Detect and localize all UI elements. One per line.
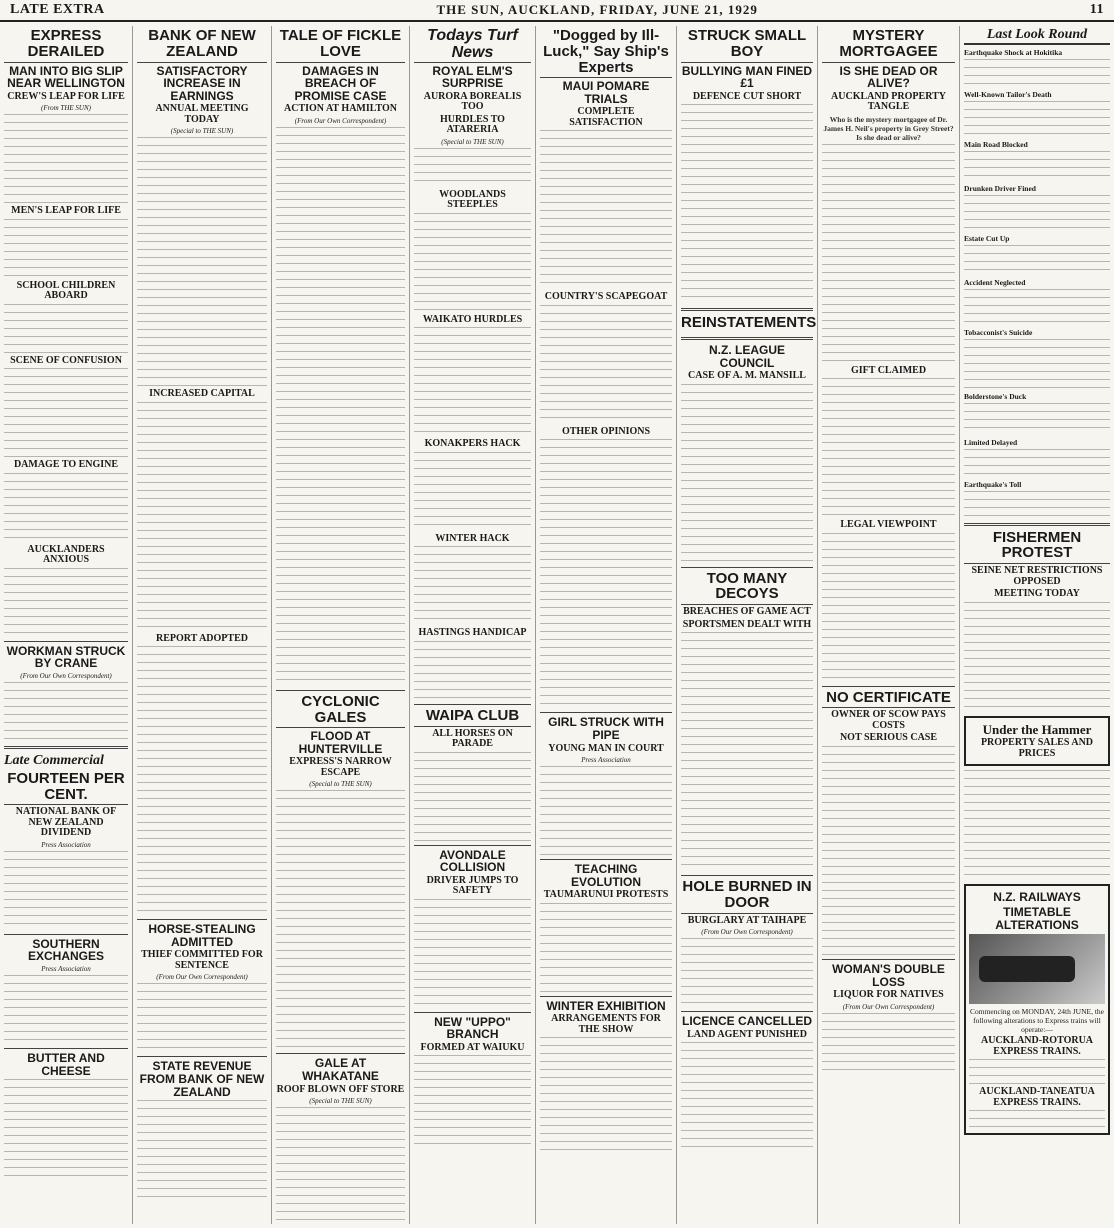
headline-struck-small-boy: STRUCK SMALL BOY [681, 28, 813, 63]
divider [4, 1048, 128, 1049]
divider [4, 746, 128, 749]
headline-state-revenue: STATE REVENUE FROM BANK OF NEW ZEALAND [139, 1059, 265, 1099]
byline: (From THE SUN) [41, 104, 91, 113]
article-body [4, 851, 128, 931]
under-the-hammer-box [964, 716, 1110, 767]
masthead [0, 0, 1114, 22]
subhead: ROYAL ELM'S SURPRISE [432, 63, 513, 91]
headline-fourteen-per-cent: FOURTEEN PER CENT. [4, 771, 128, 806]
byline: Press Association [41, 965, 91, 974]
subhead: NOT SERIOUS CASE [839, 732, 938, 744]
railways-title: N.Z. RAILWAYS [993, 890, 1081, 905]
subhead: NATIONAL BANK OF NEW ZEALAND DIVIDEND [15, 806, 117, 839]
byline: (From Our Own Correspondent) [701, 928, 793, 937]
news-item-title: Accident Neglected [964, 277, 1026, 287]
article-body [414, 452, 531, 532]
headline-bank-nz: BANK OF NEW ZEALAND [137, 28, 267, 63]
article-body [137, 1100, 267, 1200]
subhead: SPORTSMEN DEALT WITH [682, 618, 812, 630]
subhead: DRIVER JUMPS TO SAFETY [426, 874, 519, 897]
divider [540, 996, 672, 997]
headline-too-many-decoys: TOO MANY DECOYS [681, 571, 813, 606]
box-subtitle: PROPERTY SALES AND PRICES [980, 737, 1094, 759]
headline-turf-news: Todays Turf News [414, 28, 531, 63]
headline-womans-double-loss: WOMAN'S DOUBLE LOSS [832, 961, 945, 989]
article-body [822, 378, 955, 518]
subhead: SCHOOL CHILDREN ABOARD [16, 279, 116, 302]
article-body [964, 151, 1110, 181]
divider [681, 1011, 813, 1012]
subhead: EXPRESS'S NARROW ESCAPE [289, 756, 392, 778]
subhead: OTHER OPINIONS [561, 425, 651, 437]
news-item-title: Well-Known Tailor's Death [964, 89, 1052, 99]
divider [276, 1053, 405, 1054]
headline-butter-cheese: BUTTER AND CHEESE [27, 1051, 105, 1078]
subhead: N.Z. LEAGUE COUNCIL [708, 342, 785, 370]
byline: (Special to THE SUN) [170, 127, 234, 136]
subhead: BREACHES OF GAME ACT [683, 606, 811, 618]
subhead: SEINE NET RESTRICTIONS OPPOSED [971, 565, 1103, 587]
subhead: WAIKATO HURDLES [422, 313, 523, 325]
divider [540, 859, 672, 860]
divider [414, 704, 531, 705]
subhead: WINTER HACK [435, 532, 510, 544]
article-body [276, 1107, 405, 1224]
headline-waipa-club: WAIPA CLUB [414, 708, 531, 727]
headline-express-derailed: EXPRESS DERAILED [4, 28, 128, 63]
article-body [540, 439, 672, 709]
divider [414, 845, 531, 846]
article-body [681, 384, 813, 564]
article-body [137, 646, 267, 916]
divider [276, 690, 405, 691]
subhead: DAMAGE TO ENGINE [13, 459, 119, 471]
subhead: DAMAGES IN BREACH OF PROMISE CASE [294, 63, 387, 103]
railways-heading: AUCKLAND-TANEATUA EXPRESS TRAINS. [979, 1086, 1095, 1108]
subhead: TAUMARUNUI PROTESTS [543, 889, 669, 901]
article-body [4, 368, 128, 458]
subhead: MAN INTO BIG SLIP NEAR WELLINGTON [7, 63, 125, 91]
subhead: KONAKPERS HACK [424, 438, 521, 450]
subhead: COUNTRY'S SCAPEGOAT [544, 291, 668, 303]
divider [4, 934, 128, 935]
headline-uppo-branch: NEW "UPPO" BRANCH [434, 1014, 511, 1042]
subhead: GIFT CLAIMED [850, 364, 927, 376]
headline-girl-struck: GIRL STRUCK WITH PIPE [548, 715, 664, 743]
subhead: BULLYING MAN FINED £1 [681, 63, 813, 91]
headline-avondale-collision: AVONDALE COLLISION [439, 847, 506, 875]
byline: (Special to THE SUN) [441, 137, 504, 146]
subhead: SATISFACTORY INCREASE IN EARNINGS [156, 63, 248, 103]
article-body [540, 903, 672, 993]
article-body [964, 602, 1110, 712]
train-illustration [969, 934, 1105, 1004]
article-body [4, 304, 128, 354]
article-body [964, 449, 1110, 477]
divider [414, 1012, 531, 1013]
byline: (From Our Own Correspondent) [294, 116, 387, 125]
subhead: LIQUOR FOR NATIVES [833, 989, 944, 1001]
article-body [964, 195, 1110, 231]
subhead: BURGLARY AT TAIHAPE [687, 914, 807, 926]
byline: Press Association [581, 756, 631, 765]
article-body [540, 130, 672, 290]
subhead: DEFENCE CUT SHORT [692, 90, 802, 102]
article-body [964, 245, 1110, 275]
news-item-title: Bolderstone's Duck [964, 391, 1027, 401]
subhead: COMPLETE SATISFACTION [569, 106, 643, 128]
subhead: AUCKLANDERS ANXIOUS [27, 543, 105, 566]
headline-hole-burned: HOLE BURNED IN DOOR [681, 879, 813, 914]
article-body [414, 546, 531, 626]
subhead: WOODLANDS STEEPLES [439, 188, 506, 211]
column-1 [0, 26, 133, 1224]
divider [540, 712, 672, 713]
masthead-left: LATE EXTRA [10, 2, 105, 17]
railways-advert [964, 884, 1110, 1135]
subhead: FORMED AT WAIUKU [420, 1041, 525, 1053]
article-body [964, 289, 1110, 325]
article-body [822, 746, 955, 956]
article-body [4, 219, 128, 279]
subhead: OWNER OF SCOW PAYS COSTS [831, 709, 946, 731]
article-body [276, 127, 405, 687]
news-item-title: Drunken Driver Fined [964, 183, 1036, 193]
masthead-center: THE SUN, AUCKLAND, FRIDAY, JUNE 21, 1929 [436, 2, 758, 17]
article-body [964, 101, 1110, 137]
article-body [414, 213, 531, 313]
railways-note: Commencing on MONDAY, 24th JUNE, the following alterations to Express trains will operate:— [970, 1007, 1104, 1035]
subhead: IS SHE DEAD OR ALIVE? [839, 63, 938, 91]
subhead: YOUNG MAN IN COURT [548, 742, 664, 754]
headline-licence-cancelled: LICENCE CANCELLED [681, 1014, 812, 1029]
railways-subtitle: TIMETABLE ALTERATIONS [995, 904, 1079, 932]
column-6 [677, 26, 818, 1224]
headline-gale-whakatane: GALE AT WHAKATANE [302, 1056, 379, 1084]
subhead: REPORT ADOPTED [156, 632, 248, 644]
subhead: ANNUAL MEETING TODAY [155, 103, 249, 125]
divider [822, 959, 955, 960]
article-body [414, 148, 531, 188]
article-body [964, 491, 1110, 519]
news-item-title: Earthquake's Toll [964, 479, 1022, 489]
subhead: CREW'S LEAP FOR LIFE [7, 90, 125, 102]
article-body [137, 137, 267, 387]
subhead: CASE OF A. M. MANSILL [688, 370, 806, 382]
columns [0, 26, 1114, 1226]
byline: (From Our Own Correspondent) [20, 671, 112, 680]
article-body [414, 752, 531, 842]
subhead: MEN'S LEAP FOR LIFE [11, 205, 121, 217]
divider [137, 919, 267, 920]
subhead: INCREASED CAPITAL [149, 388, 255, 400]
article-body [4, 682, 128, 742]
article-body [276, 790, 405, 1050]
deck: Who is the mystery mortgagee of Dr. James H. Neil's property in Grey Street? Is she dead or alive? [823, 114, 954, 142]
page-number: 11 [1089, 2, 1104, 17]
news-item-title: Limited Delayed [964, 437, 1018, 447]
headline-mystery-mortgagee: MYSTERY MORTGAGEE [822, 28, 955, 63]
headline-workman: WORKMAN STRUCK BY CRANE [6, 643, 126, 671]
headline-reinstatements: REINSTATEMENTS [681, 314, 817, 332]
article-body [822, 533, 955, 683]
article-body [681, 1042, 813, 1152]
byline: (Special to THE SUN) [309, 1097, 372, 1106]
subhead: LEGAL VIEWPOINT [840, 519, 937, 531]
article-body [681, 938, 813, 1008]
article-body [681, 104, 813, 304]
headline-dogged-by-ill-luck: "Dogged by Ill-Luck," Say Ship's Experts [540, 28, 672, 78]
column-7 [818, 26, 960, 1224]
railways-heading: AUCKLAND-ROTORUA EXPRESS TRAINS. [980, 1035, 1094, 1057]
article-body [540, 766, 672, 856]
subhead: MEETING TODAY [994, 588, 1080, 600]
subhead: ACTION AT HAMILTON [284, 103, 397, 115]
article-body [540, 305, 672, 425]
article-body [540, 1037, 672, 1157]
article-body [4, 975, 128, 1045]
subhead: ALL HORSES ON PARADE [432, 727, 513, 750]
article-body [4, 568, 128, 638]
last-look-round-title: Last Look Round [964, 28, 1110, 45]
subhead: LAND AGENT PUNISHED [687, 1028, 807, 1040]
article-body [414, 641, 531, 701]
divider [681, 875, 813, 876]
headline-fishermen-protest: FISHERMEN PROTEST [964, 530, 1110, 565]
headline-teaching-evolution: TEACHING EVOLUTION [570, 862, 641, 889]
subhead: MAUI POMARE TRIALS [562, 79, 650, 106]
headline-no-certificate: NO CERTIFICATE [822, 690, 955, 709]
headline-southern-exchanges: SOUTHERN EXCHANGES [27, 936, 104, 964]
column-5 [536, 26, 677, 1224]
news-item-title: Earthquake Shock at Hokitika [964, 47, 1063, 57]
article-body [137, 402, 267, 632]
article-body [822, 1013, 955, 1073]
article-body [414, 327, 531, 437]
headline-cyclonic-gales: CYCLONIC GALES [276, 694, 405, 729]
column-3 [272, 26, 410, 1224]
article-body [414, 899, 531, 1009]
headline-fickle-love: TALE OF FICKLE LOVE [276, 28, 405, 63]
article-body [964, 59, 1110, 87]
headline-winter-exhibition: WINTER EXHIBITION [546, 998, 666, 1013]
subhead: HASTINGS HANDICAP [418, 627, 527, 639]
column-4 [410, 26, 536, 1224]
news-item-title: Estate Cut Up [964, 233, 1010, 243]
article-body [681, 632, 813, 872]
news-item-title: Tobacconist's Suicide [964, 327, 1033, 337]
divider [4, 641, 128, 642]
subhead: AURORA BOREALIS TOO [423, 90, 522, 113]
article-body [964, 403, 1110, 435]
timetable-body [969, 1110, 1105, 1128]
subhead: AUCKLAND PROPERTY TANGLE [831, 90, 946, 113]
divider [822, 686, 955, 687]
column-2 [133, 26, 272, 1224]
subhead: SCENE OF CONFUSION [10, 354, 122, 366]
column-8 [960, 26, 1114, 1224]
article-body [414, 1055, 531, 1145]
section-late-commercial: Late Commercial [4, 752, 104, 768]
article-body [4, 1079, 128, 1179]
article-body [4, 114, 128, 204]
headline-horse-stealing: HORSE-STEALING ADMITTED [148, 922, 256, 949]
subhead: ARRANGEMENTS FOR THE SHOW [551, 1013, 661, 1035]
divider [137, 1056, 267, 1057]
byline: (Special to THE SUN) [309, 780, 372, 789]
article-body [4, 473, 128, 543]
byline: Press Association [41, 840, 91, 849]
divider [681, 308, 813, 311]
article-body [964, 339, 1110, 389]
divider [964, 523, 1110, 526]
box-title: Under the Hammer [982, 721, 1092, 737]
article-body [964, 770, 1110, 880]
timetable-body [969, 1059, 1105, 1085]
subhead: ROOF BLOWN OFF STORE [276, 1083, 405, 1095]
news-item-title: Main Road Blocked [964, 139, 1028, 149]
article-body [137, 983, 267, 1053]
divider [681, 337, 813, 340]
subhead: HURDLES TO ATARERIA [440, 113, 505, 136]
article-body [822, 144, 955, 364]
byline: (From Our Own Correspondent) [842, 1002, 935, 1011]
subhead: THIEF COMMITTED FOR SENTENCE [141, 949, 263, 971]
divider [681, 567, 813, 568]
byline: (From Our Own Correspondent) [156, 973, 248, 982]
subhead: FLOOD AT HUNTERVILLE [298, 729, 383, 756]
